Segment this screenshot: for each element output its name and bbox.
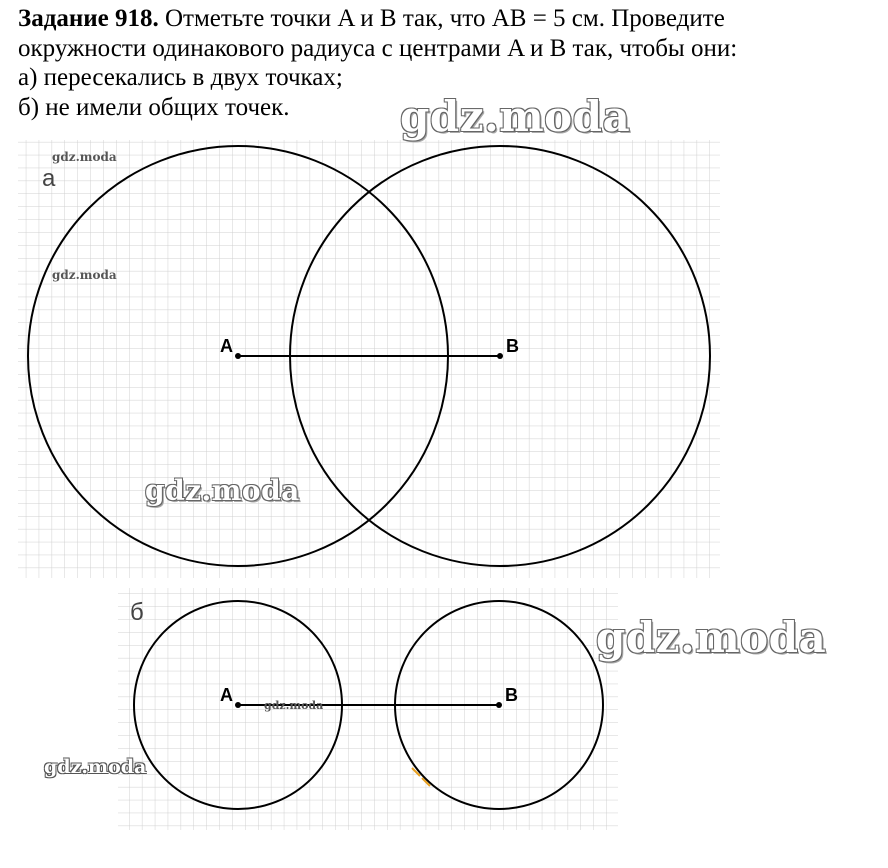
point-a-a <box>235 353 241 359</box>
point-b-a-label: B <box>506 336 519 356</box>
point-a-b-label: A <box>220 685 233 705</box>
grid-paper-a <box>18 140 720 578</box>
watermark-small-2: gdz.moda <box>52 268 117 282</box>
point-b-b-label: B <box>505 685 518 705</box>
grid-paper-b <box>118 588 618 830</box>
point-b-b <box>496 702 502 708</box>
watermark-small-4: gdz.moda <box>44 756 147 778</box>
task-line-4: б) не имели общих точек. <box>18 93 290 121</box>
point-a-b <box>235 702 241 708</box>
watermark-right: gdz.moda <box>596 613 827 662</box>
watermark-top: gdz.moda <box>400 92 631 141</box>
watermark-small-1: gdz.moda <box>52 150 117 164</box>
point-a-a-label: A <box>220 336 233 356</box>
task-line-3: а) пересекались в двух точках; <box>18 64 343 91</box>
task-number: Задание 918. <box>18 5 159 32</box>
figure-a-label: а <box>42 165 56 192</box>
task-line-1: Задание 918. Отметьте точки A и B так, что AB = 5 см. Проведите <box>18 5 725 32</box>
point-b-a <box>497 353 503 359</box>
watermark-middle: gdz.moda <box>145 474 300 507</box>
figure-b-label: б <box>130 599 144 626</box>
watermark-small-3: gdz.moda <box>264 699 324 712</box>
task-line-2: окружности одинакового радиуса с центрами A и B так, чтобы они: <box>18 34 738 62</box>
